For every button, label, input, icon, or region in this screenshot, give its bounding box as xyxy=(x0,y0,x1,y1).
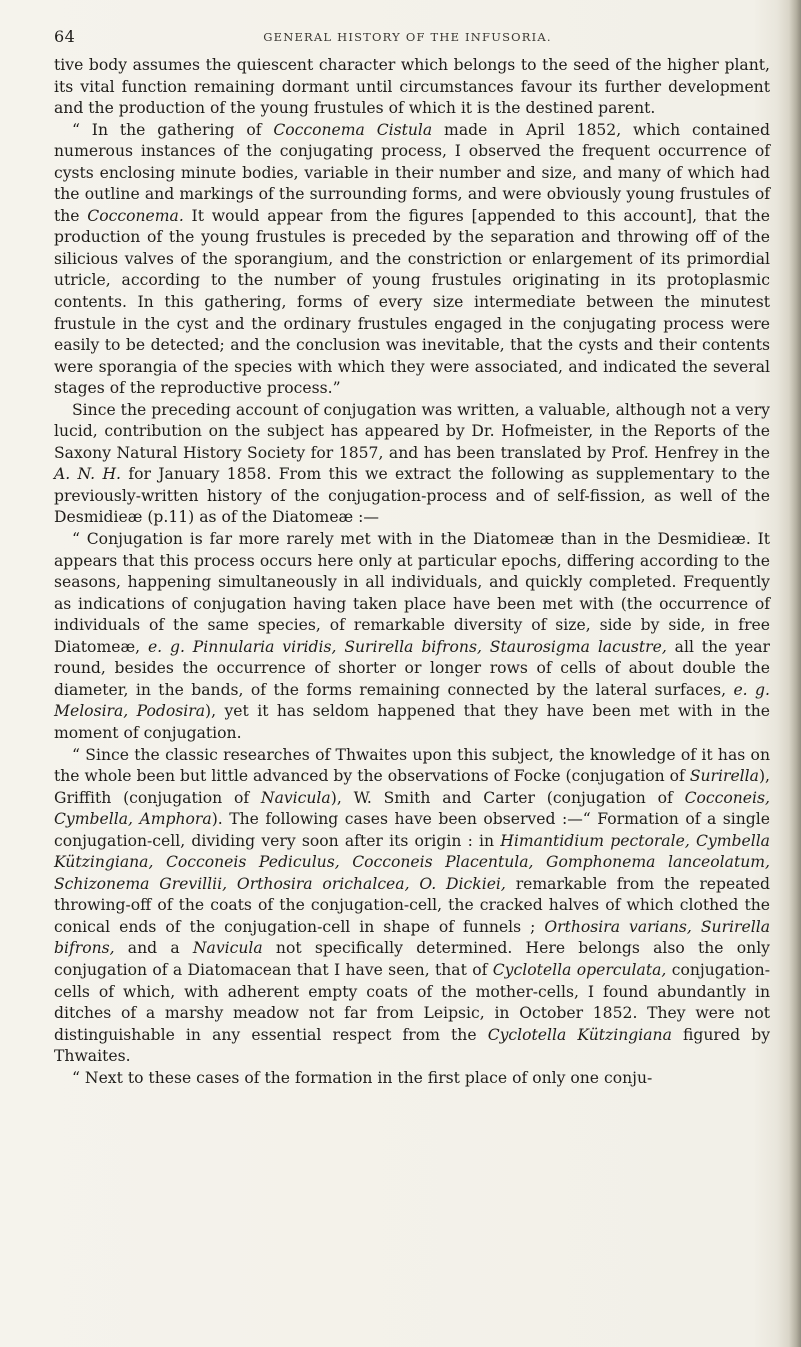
text-run: ). The following cases have been observed :—“ Formation of a single conjugation-cell, dividing very soon after its origin : in xyxy=(54,810,771,850)
page-number: 64 xyxy=(54,27,76,46)
italic-text: A. N. H. xyxy=(54,465,122,484)
text-run: made in April 1852, which contained numerous instances of the conjugating process, I observed the frequent occurrence of cysts enclosing minute bodies, variable in their number and size, and many of which had the outline and markings of the surrounding forms, and were obviously young frustules of the xyxy=(54,120,770,225)
text-run: figured by Thwaites. xyxy=(54,1025,771,1066)
text-run: “ In the gathering of xyxy=(72,120,274,139)
italic-text: Cyclotella Kützingiana xyxy=(487,1025,672,1044)
text-run: “ Since the classic researches of Thwaites upon this subject, the knowledge of it has on the whole been but little advanced by the observations of Focke (conjugation of xyxy=(54,745,770,786)
text-run: ), W. Smith and Carter (conjugation of xyxy=(330,788,685,807)
text-run: tive body assumes the quiescent character which belongs to the seed of the higher plant, its vital function remaining dormant until circumstances favour its further development and the production of the young frustules of which it is the destined parent. xyxy=(54,56,770,118)
text-run: “ Conjugation is far more rarely met with in the Diatomeæ than in the Desmidieæ. It appears that this process occurs here only at particular epochs, differing according to the seasons, happening simultaneously in all individuals, and quickly completed. Frequently as indications of conjugation having taken place have been met with (the occurrence of individuals of the same species, of remarkable diversity of size, side by side, in free Diatomeæ, xyxy=(54,530,770,656)
italic-text: e. g. Pinnularia viridis, Surirella bifrons, Staurosigma lacustre, xyxy=(147,637,667,656)
text-run: remarkable from the repeated throwing-off of the coats of the conjugation-cell, the cracked halves of which clothed the conical ends of the conjugation-cell in shape of funnels ; xyxy=(54,874,770,936)
page-header xyxy=(54,27,761,49)
text-run: all the year round, besides the occurrence of shorter or longer rows of cells of about double the diameter, in the bands, of the forms remaining connected by the lateral surfaces, xyxy=(54,637,770,699)
text-run: ), Griffith (conjugation of xyxy=(54,767,770,807)
text-run: for January 1858. From this we extract the following as supplementary to the previously-written history of the conjugation-process and of self-fission, as well of the Desmidieæ (p.11) as of the Diatomeæ :— xyxy=(54,465,770,527)
italic-text: Cyclotella operculata, xyxy=(492,960,667,979)
text-run: “ Next to these cases of the formation in the first place of only one conju- xyxy=(72,1068,653,1087)
paragraph xyxy=(54,1068,770,1090)
italic-text: e. g. Melosira, Podosira xyxy=(54,680,770,721)
text-run: Since the preceding account of conjugation was written, a valuable, although not a very lucid, contribution on the subject has appeared by Dr. Hofmeister, in the Reports of the Saxony Natural History Society for 1857, and has been translated by Prof. Henfrey in the xyxy=(54,400,770,462)
page-edge-shadow xyxy=(789,0,801,1347)
paragraph xyxy=(54,400,770,529)
italic-text: Navicula xyxy=(192,939,263,958)
italic-text: Navicula xyxy=(260,788,331,807)
paragraph xyxy=(54,745,770,1068)
italic-text: Cocconema. xyxy=(87,206,184,225)
italic-text: Orthosira varians, Surirella bifrons, xyxy=(54,917,770,958)
text-run: conjugation-cells of which, with adherent empty coats of the mother-cells, I found abundantly in ditches of a marshy meadow not far from Leipsic, in October 1852. They were not distinguishable in any essential respect from the xyxy=(54,960,770,1044)
italic-text: Cocconeis, Cymbella, Amphora xyxy=(54,788,770,829)
body-text xyxy=(54,55,770,1089)
paragraph xyxy=(54,120,770,400)
italic-text: Cocconema Cistula xyxy=(273,120,433,139)
italic-text: Himantidium pectorale, Cymbella Kützingiana, Cocconeis Pediculus, Cocconeis Placentula, Gomphonema lanceolatum, Schizonema Grevillii, Orthosira orichalcea, O. Dickiei, xyxy=(54,831,770,893)
text-run: not specifically determined. Here belongs also the only conjugation of a Diatomacean that I have seen, that of xyxy=(54,939,770,979)
text-run: It would appear from the figures [appended to this account], that the production of the young frustules is preceded by the separation and throwing off of the silicious valves of the sporangium, and the constriction or enlargement of its primordial utricle, according to the number of young frustules originating in its protoplasmic contents. In this gathering, forms of every size intermediate between the minutest frustule in the cyst and the ordinary frustules engaged in the conjugating process were easily to be detected; and the conclusion was inevitable, that the cysts and their contents were sporangia of the species with which they were associated, and indicated the several stages of the reproductive process.” xyxy=(54,206,770,398)
running-head: GENERAL HISTORY OF THE INFUSORIA. xyxy=(263,30,552,44)
italic-text: Surirella xyxy=(689,767,759,786)
text-run: ), yet it has seldom happened that they have been met with in the moment of conjugation. xyxy=(54,702,770,742)
paragraph xyxy=(54,55,770,120)
text-run: and a xyxy=(114,939,193,958)
paragraph xyxy=(54,529,770,744)
